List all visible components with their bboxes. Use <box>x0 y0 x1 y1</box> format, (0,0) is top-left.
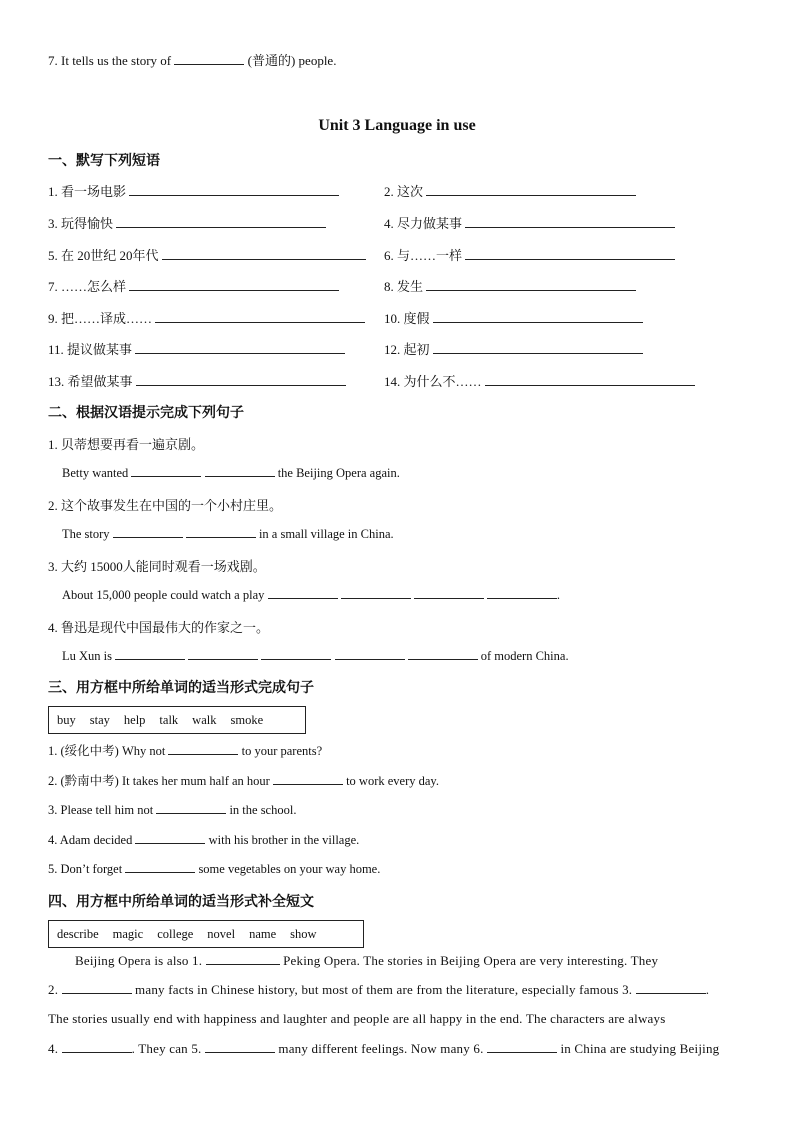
word-box-item: college <box>157 926 194 941</box>
answer-blank[interactable] <box>62 1040 132 1053</box>
sentence-text: the Beijing Opera again. <box>274 466 400 480</box>
fill-question <box>48 771 439 789</box>
answer-blank[interactable] <box>135 341 345 354</box>
answer-blank[interactable] <box>135 831 205 844</box>
phrase-item <box>48 371 346 390</box>
question-chinese: 2. 这个故事发生在中国的一个小村庄里。 <box>48 498 283 513</box>
passage-text: Beijing Opera is also 1. <box>75 953 206 968</box>
answer-blank[interactable] <box>162 247 366 260</box>
answer-blank[interactable] <box>414 586 484 599</box>
sentence-text: 3. Please tell him not <box>48 803 157 817</box>
phrase-label: 2. 这次 <box>384 184 424 199</box>
word-box-item: help <box>123 712 146 727</box>
sentence-text: 4. Adam decided <box>48 833 136 847</box>
sentence-text: Betty wanted <box>62 466 132 480</box>
phrase-item <box>48 308 365 327</box>
answer-blank[interactable] <box>465 247 675 260</box>
word-box-item: walk <box>192 712 217 727</box>
phrase-item <box>48 181 339 200</box>
passage-text: 2. <box>48 982 62 997</box>
fill-question <box>48 801 296 818</box>
word-box-item: magic <box>112 926 144 941</box>
phrase-label: 5. 在 20世纪 20年代 <box>48 248 159 263</box>
phrase-item <box>384 276 636 295</box>
answer-blank[interactable] <box>129 278 339 291</box>
answer-blank[interactable] <box>341 586 411 599</box>
top-question-7 <box>48 50 336 69</box>
word-box-item: describe <box>57 926 99 941</box>
phrase-item <box>384 308 643 327</box>
phrase-label: 3. 玩得愉快 <box>48 216 114 231</box>
passage-text: many different feelings. Now many 6. <box>274 1041 487 1056</box>
phrase-item <box>384 339 643 358</box>
sentence-text: in the school. <box>226 803 297 817</box>
answer-blank[interactable] <box>465 215 675 228</box>
answer-blank[interactable] <box>156 801 226 814</box>
phrase-label: 4. 尽力做某事 <box>384 216 463 231</box>
word-box-item: buy <box>57 712 76 727</box>
phrase-label: 1. 看一场电影 <box>48 184 127 199</box>
answer-blank[interactable] <box>433 341 643 354</box>
fill-question <box>48 831 359 848</box>
answer-blank[interactable] <box>261 647 331 660</box>
answer-blank[interactable] <box>168 742 238 755</box>
passage-text: . They can 5. <box>131 1041 205 1056</box>
answer-blank[interactable] <box>268 586 338 599</box>
question-chinese: 4. 鲁迅是现代中国最伟大的作家之一。 <box>48 620 270 635</box>
phrase-item <box>48 213 326 232</box>
phrase-item <box>48 276 339 295</box>
passage-line <box>75 952 658 969</box>
answer-blank[interactable] <box>188 647 258 660</box>
question-english <box>62 586 560 603</box>
answer-blank[interactable] <box>487 1040 557 1053</box>
answer-blank[interactable] <box>129 183 339 196</box>
passage-text: many facts in Chinese history, but most of them are from the literature, especially famous 3. <box>131 982 636 997</box>
sentence-text: to your parents? <box>238 744 323 758</box>
answer-blank[interactable] <box>485 373 695 386</box>
phrase-label: 7. ……怎么样 <box>48 279 127 294</box>
answer-blank[interactable] <box>205 1040 275 1053</box>
answer-blank[interactable] <box>186 525 256 538</box>
phrase-item <box>384 245 675 264</box>
answer-blank[interactable] <box>205 464 275 477</box>
answer-blank[interactable] <box>206 952 280 965</box>
answer-blank[interactable] <box>115 647 185 660</box>
answer-blank[interactable] <box>636 981 706 994</box>
sentence-text: About 15,000 people could watch a play <box>62 588 268 602</box>
sentence-text: The story <box>62 527 113 541</box>
phrase-label: 8. 发生 <box>384 279 424 294</box>
answer-blank[interactable] <box>174 52 244 65</box>
word-box-item: show <box>290 926 317 941</box>
sentence-text: . <box>556 588 561 602</box>
section-4-heading: 四、用方框中所给单词的适当形式补全短文 <box>48 895 314 910</box>
answer-blank[interactable] <box>136 373 346 386</box>
passage-text: 4. <box>48 1041 62 1056</box>
answer-blank[interactable] <box>408 647 478 660</box>
phrase-item <box>384 371 695 390</box>
question-chinese: 3. 大约 15000人能同时观看一场戏剧。 <box>48 559 266 574</box>
sentence-text: some vegetables on your way home. <box>195 862 381 876</box>
word-box-item: name <box>249 926 277 941</box>
answer-blank[interactable] <box>433 310 643 323</box>
word-box <box>48 706 306 734</box>
phrase-label: 6. 与……一样 <box>384 248 463 263</box>
phrase-item <box>48 339 345 358</box>
sentence-text: in a small village in China. <box>255 527 394 541</box>
answer-blank[interactable] <box>426 278 636 291</box>
top-question-prefix: 7. It tells us the story of <box>48 53 175 68</box>
word-box-item: smoke <box>230 712 264 727</box>
answer-blank[interactable] <box>426 183 636 196</box>
word-box-item: novel <box>207 926 236 941</box>
answer-blank[interactable] <box>335 647 405 660</box>
word-box <box>48 920 364 948</box>
sentence-text: 5. Don’t forget <box>48 862 126 876</box>
sentence-text: with his brother in the village. <box>205 833 360 847</box>
sentence-text: 2. (黔南中考) It takes her mum half an hour <box>48 774 273 788</box>
phrase-label: 14. 为什么不…… <box>384 374 482 389</box>
sentence-text: to work every day. <box>342 774 439 788</box>
phrase-label: 9. 把……译成…… <box>48 311 153 326</box>
phrase-label: 11. 提议做某事 <box>48 342 133 357</box>
answer-blank[interactable] <box>487 586 557 599</box>
passage-line <box>48 981 709 998</box>
passage-text: in China are studying Beijing <box>557 1041 720 1056</box>
question-chinese: 1. 贝蒂想要再看一遍京剧。 <box>48 437 205 452</box>
sentence-text: Lu Xun is <box>62 649 116 663</box>
phrase-item <box>384 213 675 232</box>
fill-question <box>48 741 322 759</box>
section-1-heading: 一、默写下列短语 <box>48 154 160 169</box>
passage-line <box>48 1040 719 1057</box>
word-box-item: stay <box>89 712 110 727</box>
question-english <box>62 647 569 664</box>
phrase-label: 12. 起初 <box>384 342 430 357</box>
top-question-suffix: (普通的) people. <box>244 53 337 68</box>
phrase-label: 13. 希望做某事 <box>48 374 133 389</box>
answer-blank[interactable] <box>273 772 343 785</box>
phrase-label: 10. 度假 <box>384 311 430 326</box>
answer-blank[interactable] <box>125 860 195 873</box>
passage-line: The stories usually end with happiness and laughter and people are all happy in the end. The characters are always <box>48 1011 666 1026</box>
passage-text: Peking Opera. The stories in Beijing Opera are very interesting. They <box>279 953 659 968</box>
page-title: Unit 3 Language in use <box>318 117 476 134</box>
answer-blank[interactable] <box>155 310 365 323</box>
passage-text: . <box>705 982 710 997</box>
question-english <box>62 525 394 542</box>
word-box-item: talk <box>159 712 179 727</box>
sentence-text: 1. (绥化中考) Why not <box>48 744 169 758</box>
answer-blank[interactable] <box>62 981 132 994</box>
section-2-heading: 二、根据汉语提示完成下列句子 <box>48 406 244 421</box>
phrase-item <box>384 181 636 200</box>
answer-blank[interactable] <box>116 215 326 228</box>
sentence-text: of modern China. <box>477 649 569 663</box>
phrase-item <box>48 245 366 264</box>
section-3-heading: 三、用方框中所给单词的适当形式完成句子 <box>48 681 314 696</box>
answer-blank[interactable] <box>113 525 183 538</box>
answer-blank[interactable] <box>131 464 201 477</box>
fill-question <box>48 860 380 877</box>
question-english <box>62 464 400 481</box>
